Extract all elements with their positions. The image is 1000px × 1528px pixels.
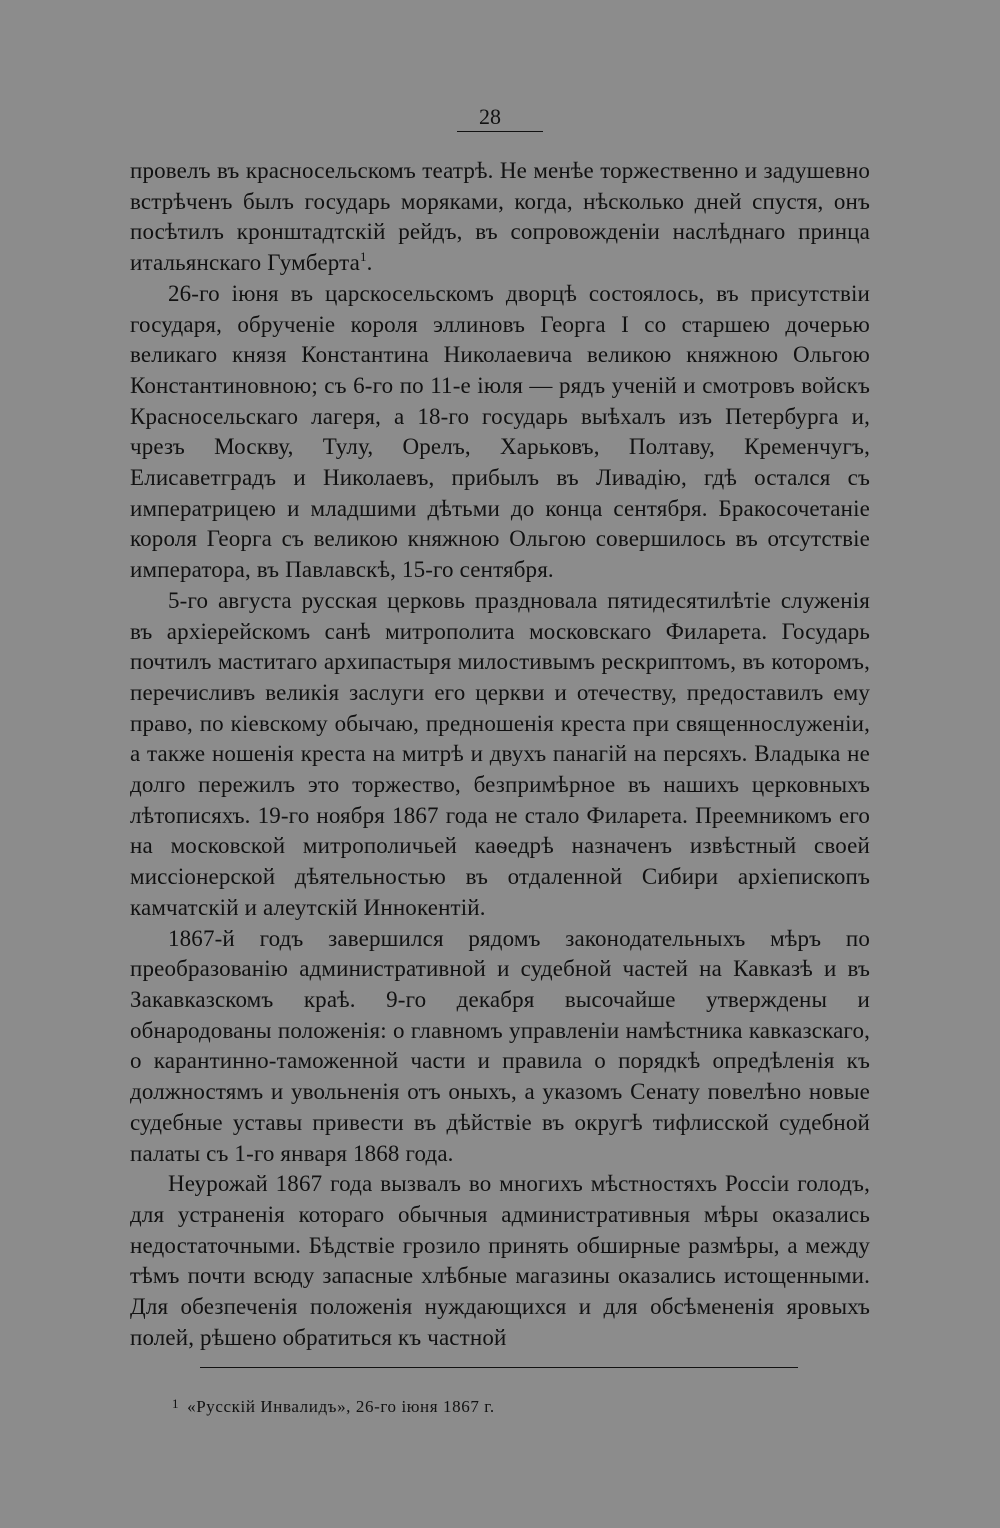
paragraph-1-text: провелъ въ красносельскомъ театрѣ. Не менѣе торжественно и задушевно встрѣченъ былъ государь моряками, когда, нѣсколько дней спустя, онъ посѣтилъ кронштадтскій рейдъ, въ сопровожденіи наслѣднаго принца итальянскаго Гумберта <box>130 158 870 276</box>
footnote-rule <box>200 1367 798 1368</box>
header-rule <box>457 131 543 132</box>
body-text <box>130 156 870 1353</box>
page-number: 28 <box>479 104 501 129</box>
paragraph-2: 26-го іюня въ царскосельскомъ дворцѣ состоялось, въ присутствіи государя, обрученіе короля эллиновъ Георга I со старшею дочерью великаго князя Константина Николаевича великою княжною Ольгою Константиновною; съ 6-го по 11-е іюля — рядъ ученій и смотровъ войскъ Красносельскаго лагеря, а 18-го государь выѣхалъ изъ Петербурга и, чрезъ Москву, Тулу, Орелъ, Харьковъ, Полтаву, Кременчугъ, Елисаветградъ и Николаевъ, прибылъ въ Ливадію, гдѣ остался съ императрицею и младшими дѣтьми до конца сентября. Бракосочетаніе короля Георга съ великою княжною Ольгою совершилось въ отсутствіе императора, въ Павлавскѣ, 15-го сентября. <box>130 280 870 583</box>
paragraph-1 <box>130 156 870 279</box>
paragraph-5: Неурожай 1867 года вызвалъ во многихъ мѣстностяхъ Россіи голодъ, для устраненія котораго обычныя административныя мѣры оказались недостаточными. Бѣдствіе грозило принять обширные размѣры, а между тѣмъ почти всюду запасные хлѣбные магазины оказались истощенными. Для обезпеченія положенія нуждающихся и для обсѣмененія яровыхъ полей, рѣшено обратиться къ частной <box>130 1171 870 1350</box>
paragraph-3: 5-го августа русская церковь праздновала пятидесятилѣтіе служенія въ архіерейскомъ санѣ митрополита московскаго Филарета. Государь почтилъ маститаго архипастыря милостивымъ рескриптомъ, въ которомъ, перечисливъ великія заслуги его церкви и отечеству, предоставилъ ему право, по кіевскому обычаю, предношенія креста при священнослуженіи, а также ношенія креста на митрѣ и двухъ панагій на персяхъ. Владыка не долго пережилъ это торжество, безпримѣрное въ нашихъ церковныхъ лѣтописяхъ. 19-го ноября 1867 года не стало Филарета. Преемникомъ его на московской митрополичьей каѳедрѣ назначенъ извѣстный своей миссіонерской дѣятельностью въ отдаленной Сибири архіепископъ камчатскій и алеутскій Иннокентій. <box>130 587 870 920</box>
footnote-mark: 1 <box>172 1396 180 1411</box>
footnote-reference: 1 <box>359 249 367 265</box>
footnote-text: «Русскій Инвалидъ», 26-го іюня 1867 г. <box>187 1397 495 1416</box>
footnote <box>172 1393 792 1418</box>
paragraph-1-end: . <box>366 250 373 276</box>
paragraph-4: 1867-й годъ завершился рядомъ законодательныхъ мѣръ по преобразованію административной и судебной частей на Кавказѣ и въ Закавказскомъ краѣ. 9-го декабря высочайше утверждены и обнародованы положенія: о главномъ управленіи намѣстника кавказскаго, о карантинно-таможенной части и правила о порядкѣ опредѣленія къ должностямъ и увольненія отъ оныхъ, а указомъ Сенату повелѣно новые судебные уставы привести въ дѣйствіе въ округѣ тифлисской судебной палаты съ 1-го января 1868 года. <box>130 925 870 1166</box>
